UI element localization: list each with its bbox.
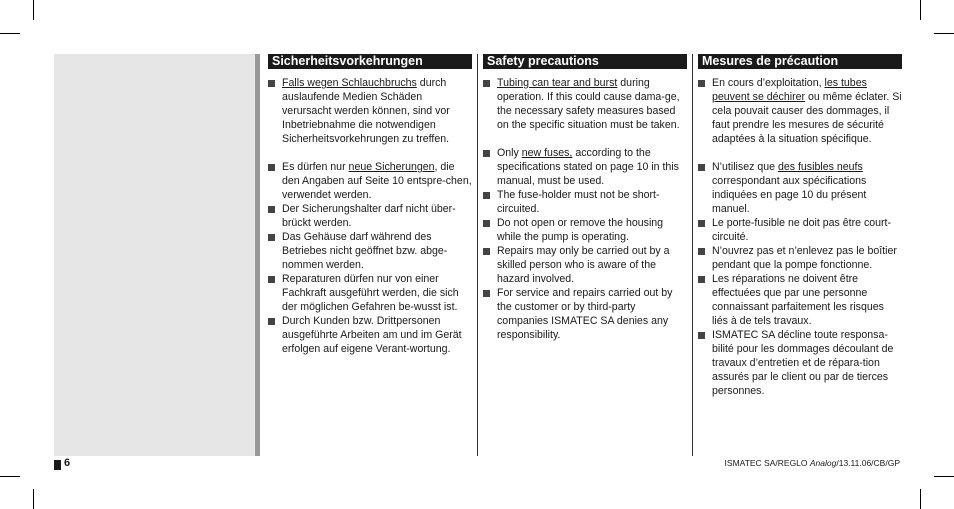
list-item: Falls wegen Schlauchbruchs durch auslaufende Medien Schäden verursacht werden können, sind vor Inbetriebnahme die notwendigen Sicherheitsvorkehrungen zu treffen. xyxy=(268,76,472,146)
list-item: Repairs may only be carried out by a skilled person who is aware of the hazard involved. xyxy=(483,244,687,286)
bullet-square-icon xyxy=(698,248,705,255)
column-title: Safety precautions xyxy=(483,54,687,69)
list-item: ISMATEC SA décline toute responsa-bilité pour les dommages découlant de travaux d’entretien et de répara-tion assurés par le client ou par de tierces personnes. xyxy=(698,328,902,398)
list-item: Durch Kunden bzw. Drittpersonen ausgeführte Arbeiten am und im Gerät erfolgen auf eigene Verant-wortung. xyxy=(268,314,472,356)
bullet-square-icon xyxy=(268,318,275,325)
list-item: Der Sicherungshalter darf nicht über-brückt werden. xyxy=(268,202,472,230)
bullet-square-icon xyxy=(483,80,490,87)
crop-mark xyxy=(934,476,954,477)
column-title: Mesures de précaution xyxy=(698,54,902,69)
list-item: N’utilisez que des fusibles neufs correspondant aux spécifications indiquées en page 10 du présent manuel. xyxy=(698,160,902,216)
column-german xyxy=(268,54,472,454)
crop-mark xyxy=(33,0,34,20)
bullet-square-icon xyxy=(268,164,275,171)
list-item: Only new fuses, according to the specifications stated on page 10 in this manual, must be used. xyxy=(483,146,687,188)
footer-reference: ISMATEC SA/REGLO Analog/13.11.06/CB/GP xyxy=(724,458,900,468)
column-title: Sicherheitsvorkehrungen xyxy=(268,54,472,69)
item-list xyxy=(483,76,687,342)
bullet-square-icon xyxy=(698,164,705,171)
bullet-square-icon xyxy=(268,234,275,241)
side-panel-edge xyxy=(255,54,260,456)
page-number: 6 xyxy=(64,457,71,469)
crop-mark xyxy=(33,489,34,509)
list-item: N’ouvrez pas et n’enlevez pas le boîtier pendant que la pompe fonctionne. xyxy=(698,244,902,272)
column-divider xyxy=(692,54,693,456)
crop-mark xyxy=(934,33,954,34)
crop-mark xyxy=(920,489,921,509)
bullet-square-icon xyxy=(268,276,275,283)
crop-mark xyxy=(0,476,20,477)
list-item: En cours d’exploitation, les tubes peuvent se déchirer ou même éclater. Si cela pouvait causer des dommages, il faut prendre les mesures de sécurité adaptées à la situation spécifique. xyxy=(698,76,902,146)
item-list xyxy=(268,76,472,356)
crop-mark xyxy=(920,0,921,20)
crop-mark xyxy=(0,33,20,34)
column-french xyxy=(698,54,902,454)
list-item: Tubing can tear and burst during operation. If this could cause dama-ge, the necessary safety measures based on the specific situation must be taken. xyxy=(483,76,687,132)
column-english xyxy=(483,54,687,454)
list-item: Les réparations ne doivent être effectuées que par une personne connaissant parfaitement les risques liés à de tels travaux. xyxy=(698,272,902,328)
list-item: Reparaturen dürfen nur von einer Fachkraft ausgeführt werden, die sich der möglichen Gefahren be-wusst ist. xyxy=(268,272,472,314)
bullet-square-icon xyxy=(483,220,490,227)
bullet-square-icon xyxy=(268,80,275,87)
list-item: Do not open or remove the housing while the pump is operating. xyxy=(483,216,687,244)
list-item: Le porte-fusible ne doit pas être court-circuité. xyxy=(698,216,902,244)
list-item: The fuse-holder must not be short-circuited. xyxy=(483,188,687,216)
bullet-square-icon xyxy=(483,248,490,255)
list-item: Das Gehäuse darf während des Betriebes nicht geöffnet bzw. abge-nommen werden. xyxy=(268,230,472,272)
side-panel xyxy=(54,54,255,456)
bullet-square-icon xyxy=(483,290,490,297)
bullet-square-icon xyxy=(483,150,490,157)
bullet-square-icon xyxy=(698,332,705,339)
list-item: For service and repairs carried out by the customer or by third-party companies ISMATEC SA denies any responsibility. xyxy=(483,286,687,342)
list-item: Es dürfen nur neue Sicherungen, die den Angaben auf Seite 10 entspre-chen, verwendet werden. xyxy=(268,160,472,202)
column-divider xyxy=(477,54,478,456)
bullet-square-icon xyxy=(268,206,275,213)
bullet-square-icon xyxy=(698,80,705,87)
page-marker xyxy=(54,460,61,470)
bullet-square-icon xyxy=(483,192,490,199)
item-list xyxy=(698,76,902,398)
bullet-square-icon xyxy=(698,220,705,227)
bullet-square-icon xyxy=(698,276,705,283)
